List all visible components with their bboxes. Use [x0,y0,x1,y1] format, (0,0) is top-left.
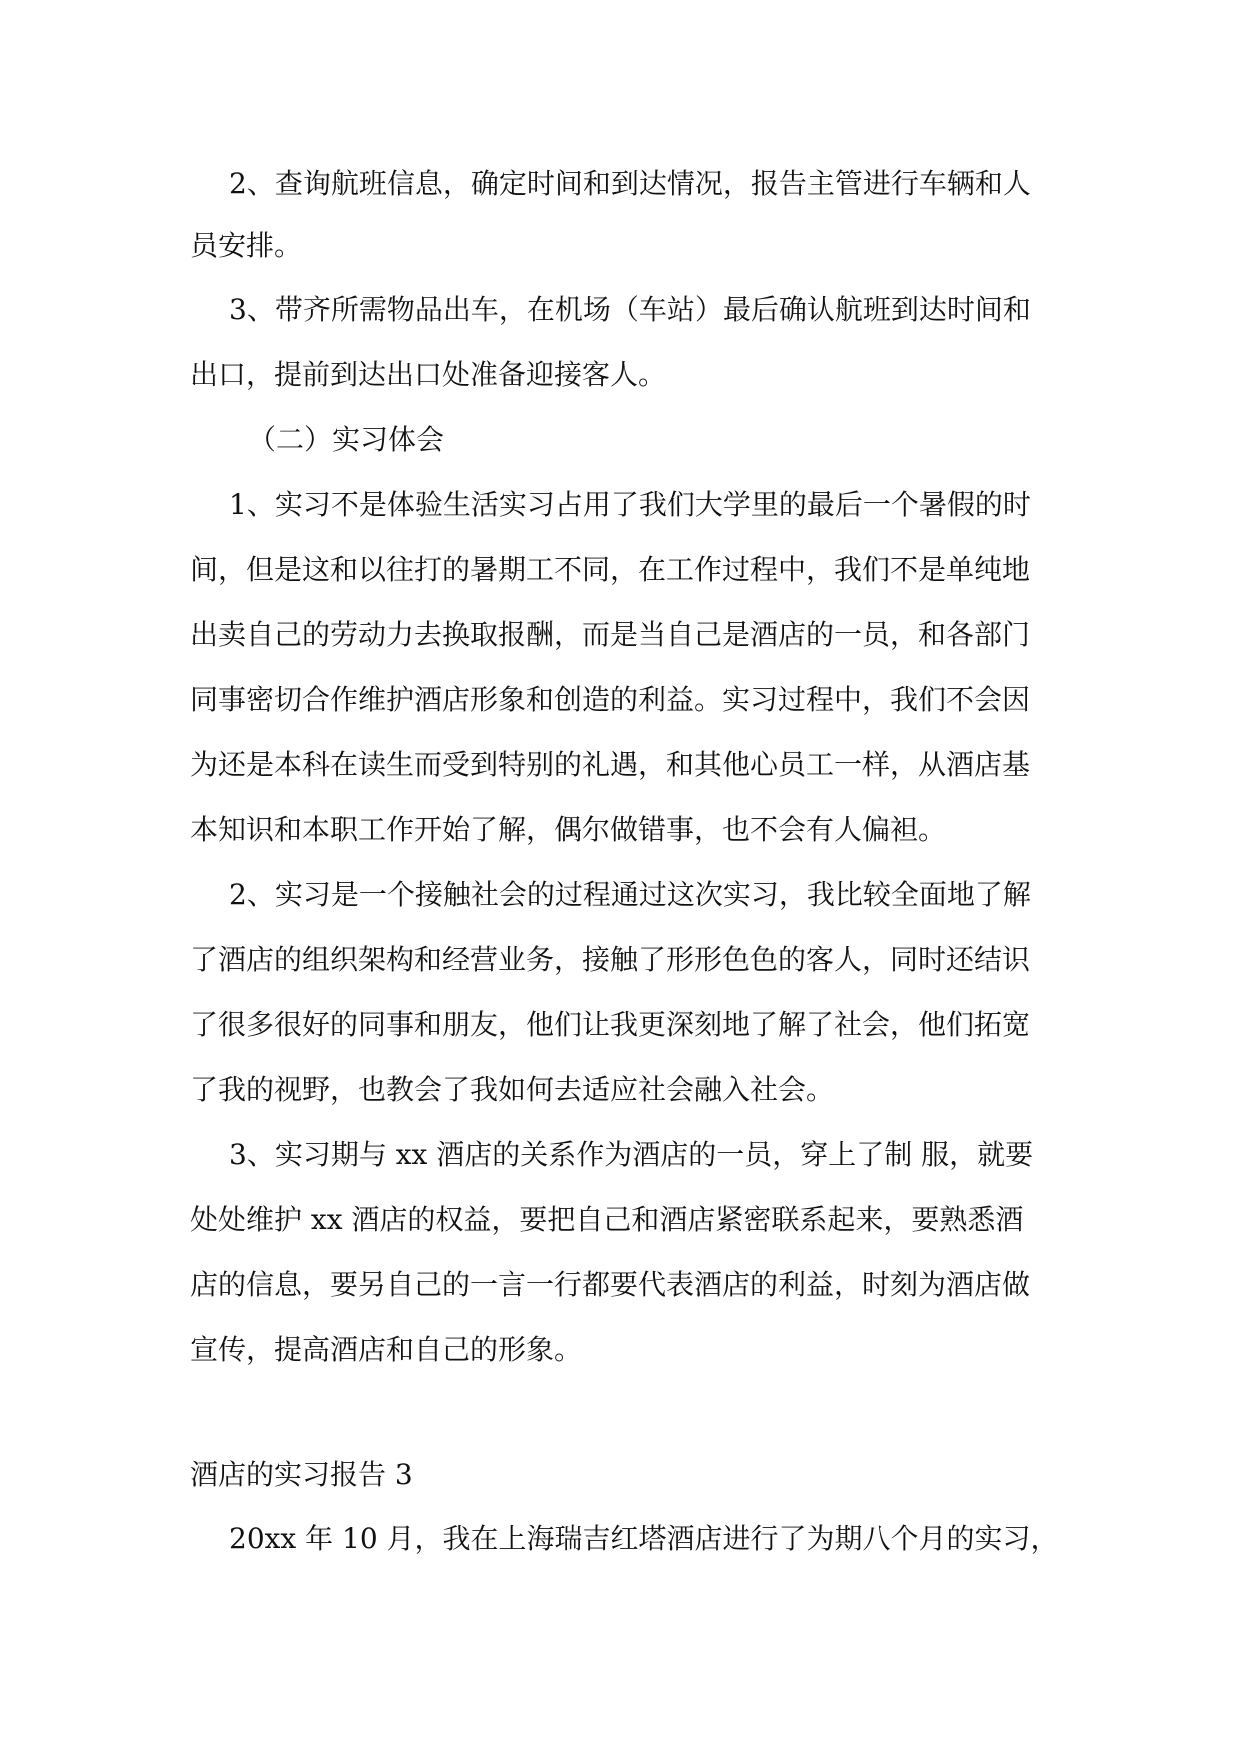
paragraph-line: 2、查询航班信息，确定时间和到达情况，报告主管进行车辆和人 [229,167,1031,200]
paragraph-line: 3、带齐所需物品出车，在机场（车站）最后确认航班到达时间和 [229,293,1031,326]
section-heading: （二）实习体会 [248,423,445,456]
paragraph-line: 出卖自己的劳动力去换取报酬，而是当自己是酒店的一员，和各部门 [190,618,1031,651]
report-title: 酒店的实习报告 3 [190,1458,413,1491]
paragraph-line: 同事密切合作维护酒店形象和创造的利益。实习过程中，我们不会因 [190,683,1031,716]
paragraph-line: 间，但是这和以往打的暑期工不同，在工作过程中，我们不是单纯地 [190,553,1031,586]
paragraph-line: 宣传，提高酒店和自己的形象。 [190,1333,583,1366]
paragraph-line: 了很多很好的同事和朋友，他们让我更深刻地了解了社会，他们拓宽 [190,1008,1031,1041]
paragraph-line: 出口，提前到达出口处准备迎接客人。 [190,358,667,391]
paragraph-line: 员安排。 [190,229,303,262]
paragraph-line: 20xx 年 10 月，我在上海瑞吉红塔酒店进行了为期八个月的实习， [229,1522,1059,1555]
paragraph-line: 店的信息，要另自己的一言一行都要代表酒店的利益，时刻为酒店做 [190,1268,1031,1301]
paragraph-line: 本知识和本职工作开始了解，偶尔做错事，也不会有人偏袒。 [190,813,947,846]
paragraph-line: 处处维护 xx 酒店的权益，要把自己和酒店紧密联系起来，要熟悉酒 [190,1203,1024,1236]
paragraph-line: 2、实习是一个接触社会的过程通过这次实习，我比较全面地了解 [229,878,1031,911]
paragraph-line: 了我的视野，也教会了我如何去适应社会融入社会。 [190,1073,835,1106]
paragraph-line: 了酒店的组织架构和经营业务，接触了形形色色的客人，同时还结识 [190,943,1031,976]
paragraph-line: 1、实习不是体验生活实习占用了我们大学里的最后一个暑假的时 [229,488,1031,521]
paragraph-line: 3、实习期与 xx 酒店的关系作为酒店的一员，穿上了制 服，就要 [229,1138,1034,1171]
paragraph-line: 为还是本科在读生而受到特别的礼遇，和其他心员工一样，从酒店基 [190,748,1031,781]
